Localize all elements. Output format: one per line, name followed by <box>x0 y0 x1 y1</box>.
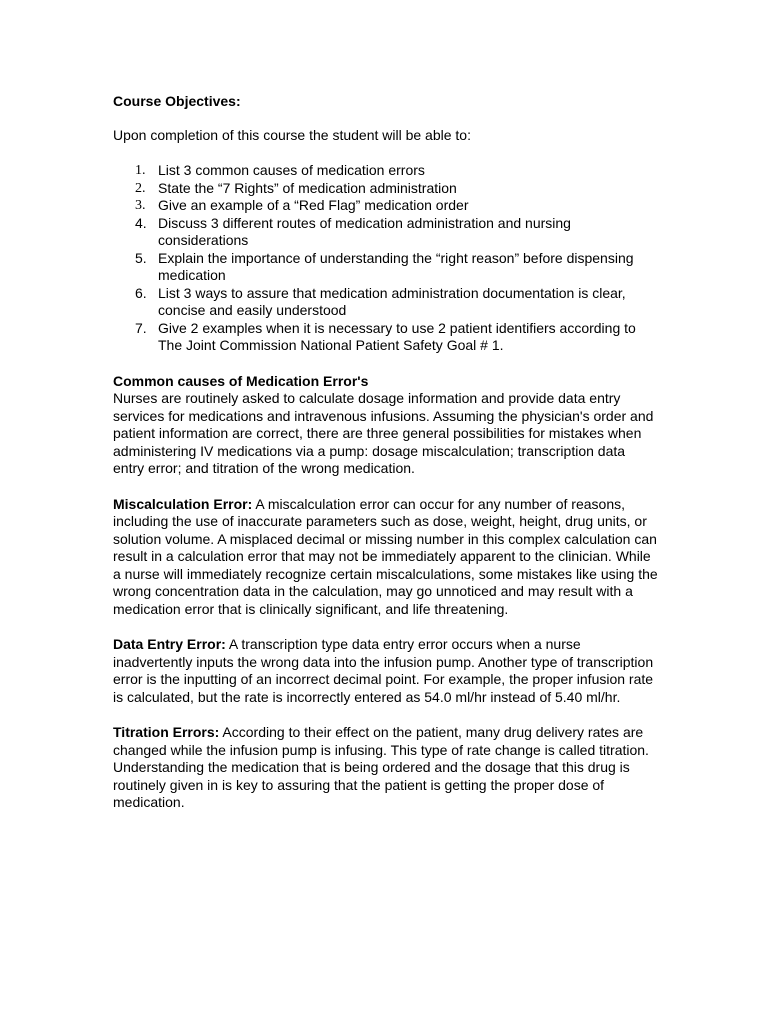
list-item-text: State the “7 Rights” of medication administration <box>158 179 457 196</box>
list-item <box>113 162 658 180</box>
list-item-number: 6. <box>135 284 147 301</box>
list-item-number: 5. <box>135 249 147 266</box>
titration-body: According to their effect on the patient, many drug delivery rates are changed while the infusion pump is infusing. This type of rate change is called titration. Understanding the medication that is being ordered and the dosage that this drug is routinely given in is key to assuring that the patient is getting the proper dose of medication. <box>113 724 649 810</box>
miscalculation-paragraph <box>113 496 658 619</box>
list-item <box>113 250 658 285</box>
objectives-list <box>113 162 658 355</box>
list-item <box>113 285 658 320</box>
list-item-number: 3. <box>135 198 146 213</box>
document-page <box>113 93 658 812</box>
list-item-number: 4. <box>135 214 147 231</box>
list-item <box>113 180 658 198</box>
list-item-number: 1. <box>135 163 146 178</box>
common-causes-body: Nurses are routinely asked to calculate dosage information and provide data entry services for medications and intravenous infusions. Assuming the physician's order and patient information are correct, there are three general possibilities for mistakes when administering IV medications via a pump: dosage miscalculation; transcription data entry error; and titration of the wrong medication. <box>113 390 654 476</box>
list-item-number: 2. <box>135 180 146 196</box>
list-item-text: List 3 ways to assure that medication administration documentation is clear, concise and easily understood <box>158 284 626 318</box>
list-item-text: Give 2 examples when it is necessary to use 2 patient identifiers according to The Joint Commission National Patient Safety Goal # 1. <box>158 319 636 353</box>
titration-paragraph <box>113 724 658 812</box>
common-causes-section <box>113 373 658 478</box>
list-item-number: 7. <box>135 319 147 336</box>
course-objectives-intro: Upon completion of this course the student will be able to: <box>113 126 471 143</box>
list-item-text: Explain the importance of understanding the “right reason” before dispensing medication <box>158 249 634 283</box>
titration-label: Titration Errors: <box>113 724 220 740</box>
data-entry-paragraph <box>113 636 658 706</box>
list-item-text: Discuss 3 different routes of medication administration and nursing considerations <box>158 214 571 248</box>
list-item <box>113 215 658 250</box>
list-item <box>113 320 658 355</box>
miscalculation-label: Miscalculation Error: <box>113 495 253 512</box>
list-item-text: Give an example of a “Red Flag” medication order <box>158 197 469 213</box>
data-entry-body: A transcription type data entry error occurs when a nurse inadvertently inputs the wrong data into the infusion pump. Another type of transcription error is the inputting of an incorrect decimal point. For example, the proper infusion rate is calculated, but the rate is incorrectly entered as 54.0 ml/hr instead of 5.40 ml/hr. <box>113 636 654 705</box>
common-causes-heading: Common causes of Medication Error's <box>113 372 369 389</box>
data-entry-label: Data Entry Error: <box>113 636 226 652</box>
list-item <box>113 197 658 215</box>
course-objectives-heading: Course Objectives: <box>113 93 241 109</box>
miscalculation-body: A miscalculation error can occur for any number of reasons, including the use of inaccurate parameters such as dose, weight, height, drug units, or solution volume. A misplaced decimal or missing number in this complex calculation can result in a calculation error that may not be immediately apparent to the clinician. While a nurse will immediately recognize certain miscalculations, some mistakes like using the wrong concentration data in the calculation, may go unnoticed and may result with a medication error that is clinically significant, and life threatening. <box>113 495 658 617</box>
list-item-text: List 3 common causes of medication errors <box>158 162 425 178</box>
